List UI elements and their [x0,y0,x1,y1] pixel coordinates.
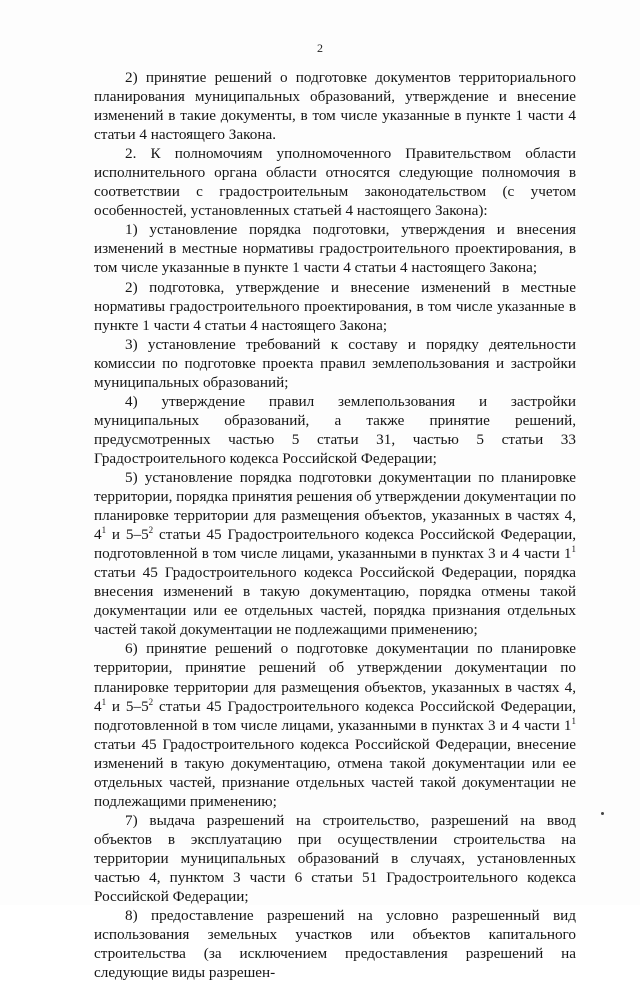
text-run: 6) принятие решений о подготовке документации по планировке территории, принятие решений об утверждении документации по планировке территории для размещения объектов, указанных в частях 4, 4 [94,640,576,715]
paragraph-item-7-construction-permits: 7) выдача разрешений на строительство, разрешений на ввод объектов в эксплуатацию при осуществлении строительства на территории муниципальных образований в случаях, установленных частью 4, пунктом 3 части 6 статьи 51 Градостроительного кодекса Российской Федерации; [94,811,576,906]
page-number: 2 [317,41,323,55]
text-run: 5) установление порядка подготовки документации по планировке территории, порядка принятия решения об утверждении документации по планировке территории для размещения объектов, указанных в частях 4, 4 [94,468,576,544]
paragraph-section-2-authority: 2. К полномочиям уполномоченного Правительством области исполнительного органа области относятся следующие полномочия в соответствии с градостроительным законодательством (с учетом особенностей, установленных статьей 4 настоящего Закона): [94,145,576,220]
document-body [94,68,576,982]
paragraph-item-3-commission: 3) установление требований к составу и порядку деятельности комиссии по подготовке проекта правил землепользования и застройки муниципальных образований; [94,335,576,391]
text-run: и 5–5 [106,526,149,544]
superscript: 1 [101,525,107,536]
paragraph-item-4-land-use-rules: 4) утверждение правил землепользования и застройки муниципальных образований, а также принятие решений, предусмотренных частью 5 статьи 31, частью 5 статьи 33 Градостроительного кодекса Российской Федерации; [94,392,576,467]
paragraph-item-2-local-norms: 2) подготовка, утверждение и внесение изменений в местные нормативы градостроительного проектирования, в том числе указанные в пункте 1 части 4 статьи 4 настоящего Закона; [94,278,576,334]
paragraph-item-6-planning-documentation-decisions [94,639,576,810]
text-run: статьи 45 Градостроительного кодекса Российской Федерации, порядка внесения изменений в такую документацию, порядка отмены такой документации или ее отдельных частей, порядка признания отдельных частей такой документации не подлежащими применению; [94,564,576,639]
paragraph-item-1-local-norms-procedure: 1) установление порядка подготовки, утверждения и внесения изменений в местные нормативы градостроительного проектирования, в том числе указанные в пункте 1 части 4 статьи 4 настоящего Закона; [94,221,576,277]
text-run: статьи 45 Градостроительного кодекса Российской Федерации, внесение изменений в такую документацию, отмена такой документации или ее отдельных частей, признание отдельных частей такой документации не подлежащими применению; [94,735,576,810]
paragraph-item-8-conditional-use-permits: 8) предоставление разрешений на условно разрешенный вид использования земельных участков или объектов капитального строительства (за исключением предоставления разрешений на следующие виды разрешен- [94,907,576,982]
text-run: статьи 45 Градостроительного кодекса Российской Федерации, подготовленной в том числе лицами, указанными в пунктах 3 и 4 части 1 [94,697,576,734]
paragraph-item-5-planning-documentation-procedure [94,468,576,639]
superscript: 2 [148,525,154,536]
paragraph-item-2-territorial-planning: 2) принятие решений о подготовке документов территориального планирования муниципальных образований, утверждение и внесение изменений в такие документы, в том числе указанные в пункте 1 части 4 статьи 4 настоящего Закона. [94,69,576,144]
text-run: и 5–5 [106,697,149,715]
text-run: статьи 45 Градостроительного кодекса Российской Федерации, подготовленной в том числе лицами, указанными в пунктах 3 и 4 части 1 [94,526,576,563]
scan-speck [601,812,604,815]
superscript: 1 [571,715,576,726]
superscript: 1 [571,544,576,555]
superscript: 1 [101,696,107,707]
superscript: 2 [148,696,154,707]
